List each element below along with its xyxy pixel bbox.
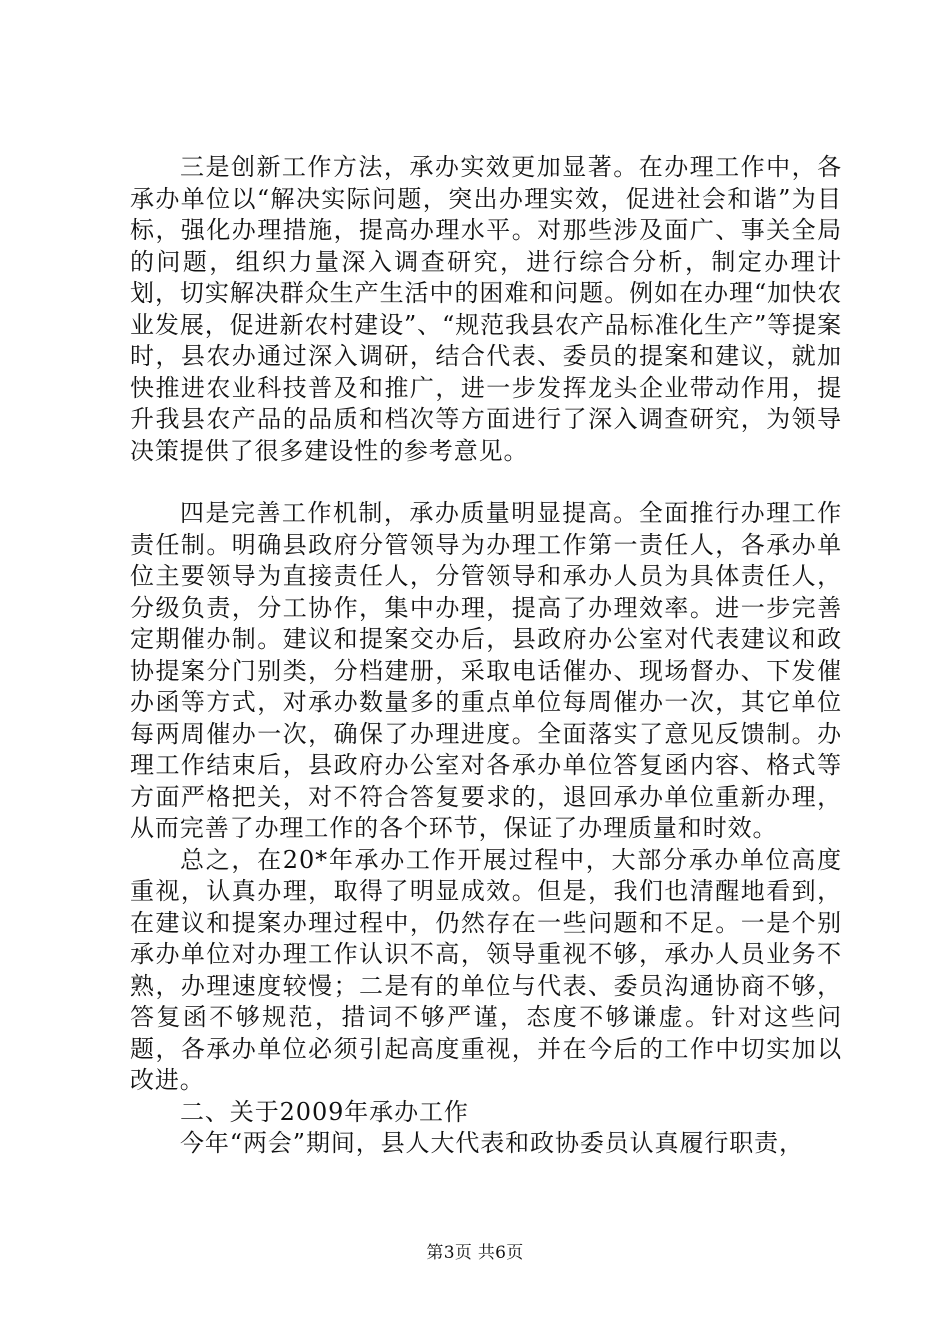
page-number-footer: 第3页 共6页 (426, 1243, 524, 1263)
paragraph-summary: 总之，在20*年承办工作开展过程中，大部分承办单位高度重视，认真办理，取得了明显成效。但是，我们也清醒地看到，在建议和提案办理过程中，仍然存在一些问题和不足。一是个别承办单位对办理工作认识不高，领导重视不够，承办人员业务不熟，办理速度较慢；二是有的单位与代表、委员沟通协商不够，答复函不够规范，措词不够严谨，态度不够谦虚。针对这些问题，各承办单位必须引起高度重视，并在今后的工作中切实加以改进。 (130, 845, 842, 1094)
document-body (130, 152, 842, 1160)
section-heading: 二、关于2009年承办工作 (180, 1097, 469, 1126)
paragraph-innovation: 三是创新工作方法，承办实效更加显著。在办理工作中，各承办单位以“解决实际问题，突出办理实效，促进社会和谐”为目标，强化办理措施，提高办理水平。对那些涉及面广、事关全局的问题，组织力量深入调查研究，进行综合分析，制定办理计划，切实解决群众生产生活中的困难和问题。例如在办理“加快农业发展，促进新农村建设”、“规范我县农产品标准化生产”等提案时，县农办通过深入调研，结合代表、委员的提案和建议，就加快推进农业科技普及和推广，进一步发挥龙头企业带动作用，提升我县农产品的品质和档次等方面进行了深入调查研究，为领导决策提供了很多建设性的参考意见。 (130, 153, 842, 465)
paragraph-mechanism: 四是完善工作机制，承办质量明显提高。全面推行办理工作责任制。明确县政府分管领导为办理工作第一责任人，各承办单位主要领导为直接责任人，分管领导和承办人员为具体责任人，分级负责，分工协作，集中办理，提高了办理效率。进一步完善定期催办制。建议和提案交办后，县政府办公室对代表建议和政协提案分门别类，分档建册，采取电话催办、现场督办、下发催办函等方式，对承办数量多的重点单位每周催办一次，其它单位每两周催办一次，确保了办理进度。全面落实了意见反馈制。办理工作结束后，县政府办公室对各承办单位答复函内容、格式等方面严格把关，对不符合答复要求的，退回承办单位重新办理，从而完善了办理工作的各个环节，保证了办理质量和时效。 (130, 499, 842, 842)
paragraph-this-year: 今年“两会”期间，县人大代表和政协委员认真履行职责， (180, 1129, 804, 1157)
